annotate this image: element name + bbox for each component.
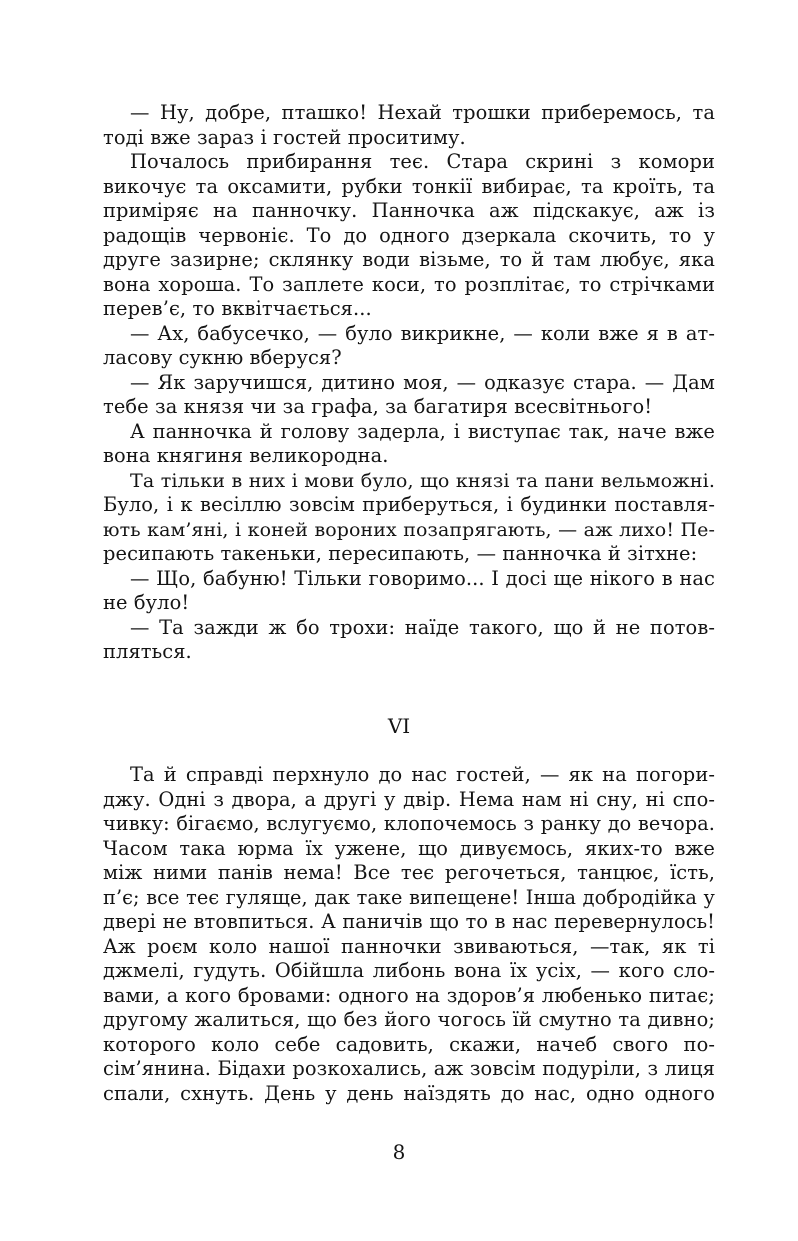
text-line: радощів червоніє. То до одного дзеркала скочить, то у	[103, 223, 715, 247]
text-line: Та й справді перхнуло до нас гостей, — як на погори-	[130, 763, 715, 786]
text-line: — Ну, добре, пташко! Нехай трошки приберемось, та	[130, 101, 715, 124]
text-line: — Та зажди ж бо трохи: наїде такого, що й не потов-	[130, 615, 715, 639]
chapter-heading: VI	[387, 714, 411, 738]
text-line: між ними панів нема! Все теє регочеться, танцює, їсть,	[103, 861, 715, 884]
text-section-1	[103, 101, 715, 665]
text-line: ресипають такеньки, пересипають, — панночка й зітхне:	[103, 542, 698, 565]
page-number: 8	[392, 1140, 406, 1164]
text-line: ють кам’яні, і коней вороних позапрягають, — аж лихо! Пе-	[103, 518, 715, 541]
text-line: тоді вже зараз і гостей проситиму.	[103, 125, 466, 149]
text-line: вона хороша. То заплете коси, то розплітає, то стрічками	[103, 272, 715, 296]
text-line: спали, схнуть. День у день наїздять до нас, одно одного	[103, 1081, 715, 1105]
text-line: — Як заручишся, дитино моя, — одказує стара. — Дам	[130, 370, 715, 394]
text-line: двері не втовпиться. А паничів що то в нас перевернулось!	[103, 910, 715, 933]
text-line: чивку: бігаємо, вслугуємо, клопочемось з ранку до вечора.	[103, 812, 715, 835]
text-line: — Ах, бабусечко, — було викрикне, — коли вже я в ат-	[130, 321, 715, 345]
text-line: вона княгиня великородна.	[103, 444, 389, 467]
text-line: друге зазирне; склянку води візьме, то й там любує, яка	[103, 248, 715, 271]
text-line: тебе за князя чи за графа, за багатиря всесвітнього!	[103, 395, 653, 418]
text-section-2	[103, 763, 715, 1106]
text-line: Та тільки в них і мови було, що князі та пани вельможні.	[130, 469, 715, 492]
text-line: пляться.	[103, 640, 192, 663]
text-line: п’є; все теє гуляще, дак таке випещене! Інша добродійка у	[103, 885, 715, 909]
text-line: А панночка й голову задерла, і виступає так, наче вже	[130, 419, 715, 443]
text-line: викочує та оксамити, рубки тонкії вибирає, та кроїть, та	[103, 174, 715, 198]
text-line: вами, а кого бровами: одного на здоров’я любенько питає;	[103, 983, 715, 1007]
text-line: приміряє на панночку. Панночка аж підскакує, аж із	[103, 199, 715, 222]
text-line: которого коло себе садовить, скажи, начеб свого по-	[103, 1032, 715, 1056]
text-line: джу. Одні з двора, а другі у двір. Нема нам ні сну, ні спо-	[103, 787, 715, 811]
text-line: Почалось прибирання теє. Стара скрині з комори	[130, 150, 715, 173]
text-line: ласову сукню вберуся?	[103, 346, 342, 369]
text-line: джмелі, гудуть. Обійшла либонь вона їх усіх, — кого сло-	[103, 959, 715, 982]
text-line: Часом така юрма їх ужене, що дивуємось, яких-то вже	[103, 836, 715, 860]
text-line: Аж роєм коло нашої панночки звиваються, —так, як ті	[103, 934, 715, 958]
text-line: сім’янина. Бідахи розкохались, аж зовсім подуріли, з лиця	[103, 1057, 715, 1080]
text-line: — Що, бабуню! Тільки говоримо... І досі ще нікого в нас	[130, 566, 715, 590]
text-line: перев’є, то вквітчається...	[103, 297, 372, 320]
text-line: не було!	[103, 591, 190, 614]
text-line: Було, і к весіллю зовсім приберуться, і будинки поставля-	[103, 493, 715, 516]
text-line: другому жалиться, що без його чогось їй смутно та дивно;	[103, 1008, 715, 1031]
